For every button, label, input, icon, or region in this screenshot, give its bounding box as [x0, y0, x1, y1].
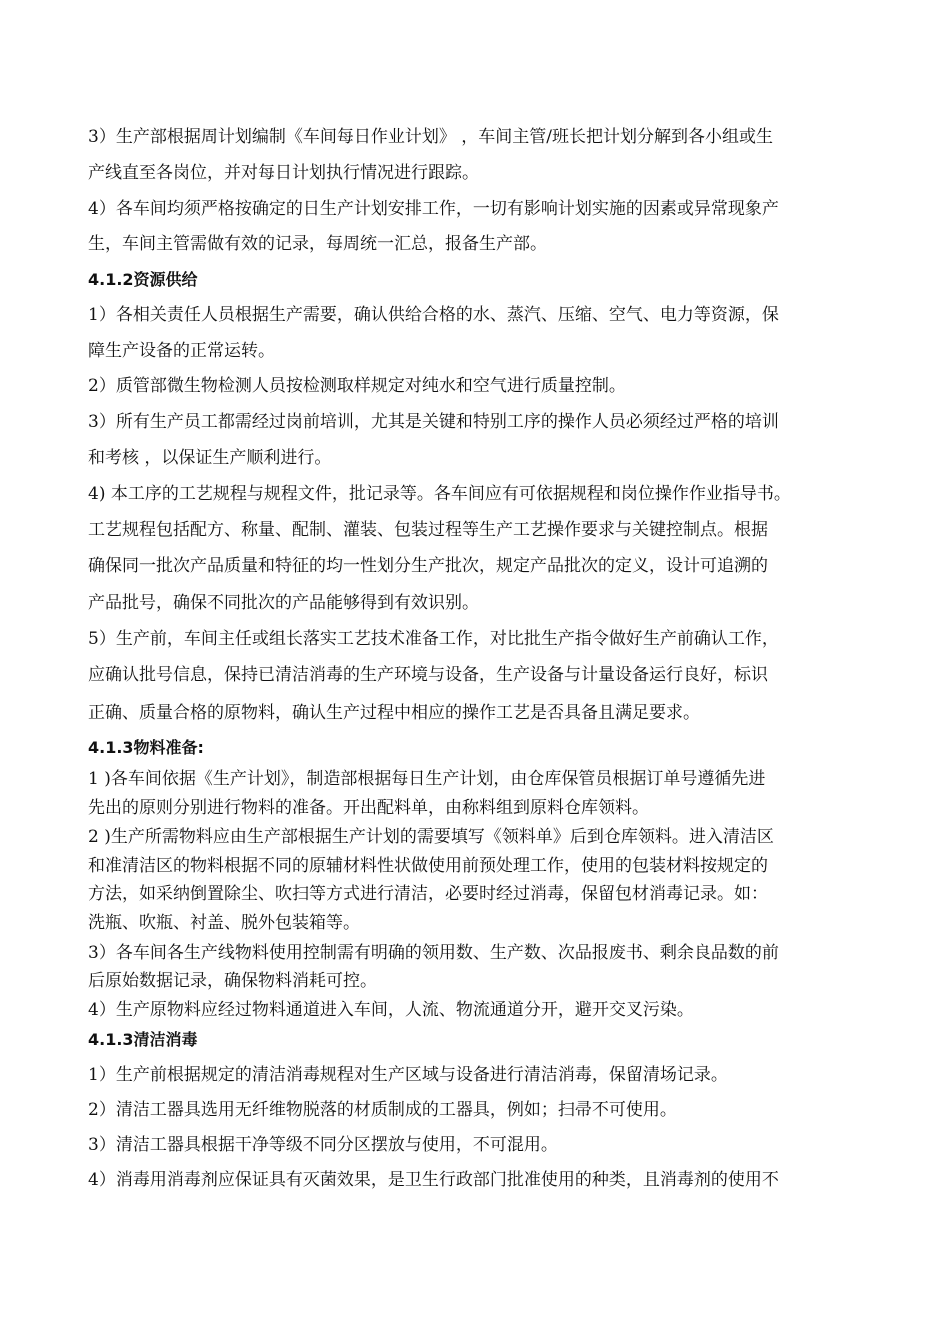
text-line: 3）所有生产员工都需经过岗前培训，尤其是关键和特别工序的操作人员必须经过严格的培训 [88, 412, 779, 432]
text-line: 方法，如采纳倒置除尘、吹扫等方式进行清洁，必要时经过消毒，保留包材消毒记录。如： [88, 884, 768, 904]
text-line: 4）生产原物料应经过物料通道进入车间，人流、物流通道分开，避开交叉污染。 [88, 1000, 694, 1020]
section-heading: 4.1.2资源供给 [88, 270, 198, 289]
section-heading: 4.1.3物料准备: [88, 738, 204, 757]
text-line: 和考核 ，以保证生产顺利进行。 [88, 448, 332, 468]
text-line: 2）清洁工器具选用无纤维物脱落的材质制成的工器具，例如；扫帚不可使用。 [88, 1100, 677, 1120]
text-line: 确保同一批次产品质量和特征的均一性划分生产批次，规定产品批次的定义，设计可追溯的 [88, 556, 768, 576]
text-line: 4）各车间均须严格按确定的日生产计划安排工作，一切有影响计划实施的因素或异常现象产 [88, 199, 779, 219]
text-line: 3）清洁工器具根据干净等级不同分区摆放与使用，不可混用。 [88, 1135, 558, 1155]
text-line: 应确认批号信息，保持已清洁消毒的生产环境与设备，生产设备与计量设备运行良好，标识 [88, 665, 768, 685]
text-line: 1）生产前根据规定的清洁消毒规程对生产区域与设备进行清洁消毒，保留清场记录。 [88, 1065, 728, 1085]
text-line: 2 )生产所需物料应由生产部根据生产计划的需要填写《领料单》后到仓库领料。进入清洁区 [88, 827, 774, 847]
text-line: 和准清洁区的物料根据不同的原辅材料性状做使用前预处理工作，使用的包装材料按规定的 [88, 856, 768, 876]
text-line: 正确、质量合格的原物料，确认生产过程中相应的操作工艺是否具备且满足要求。 [88, 703, 700, 723]
text-line: 3）各车间各生产线物料使用控制需有明确的领用数、生产数、次品报废书、剩余良品数的前 [88, 943, 779, 963]
text-line: 障生产设备的正常运转。 [88, 341, 275, 361]
text-line: 2）质管部微生物检测人员按检测取样规定对纯水和空气进行质量控制。 [88, 376, 626, 396]
text-line: 先出的原则分别进行物料的准备。开出配料单，由称料组到原料仓库领料。 [88, 798, 649, 818]
text-line: 洗瓶、吹瓶、衬盖、脱外包装箱等。 [88, 913, 360, 933]
text-line: 1）各相关责任人员根据生产需要，确认供给合格的水、蒸汽、压缩、空气、电力等资源，保 [88, 305, 779, 325]
text-line: 工艺规程包括配方、称量、配制、灌装、包装过程等生产工艺操作要求与关键控制点。根据 [88, 520, 768, 540]
text-line: 后原始数据记录，确保物料消耗可控。 [88, 971, 377, 991]
text-line: 生，车间主管需做有效的记录，每周统一汇总，报备生产部。 [88, 234, 547, 254]
text-line: 3）生产部根据周计划编制《车间每日作业计划》 ，车间主管/班长把计划分解到各小组或生 [88, 127, 773, 147]
section-heading: 4.1.3清洁消毒 [88, 1030, 198, 1049]
text-line: 5）生产前，车间主任或组长落实工艺技术准备工作，对比批生产指令做好生产前确认工作， [88, 629, 779, 649]
text-line: 产品批号，确保不同批次的产品能够得到有效识别。 [88, 593, 479, 613]
text-line: 4) 本工序的工艺规程与规程文件，批记录等。各车间应有可依据规程和岗位操作作业指导书。 [88, 484, 791, 504]
text-line: 产线直至各岗位，并对每日计划执行情况进行跟踪。 [88, 163, 479, 183]
text-line: 1 )各车间依据《生产计划》，制造部根据每日生产计划，由仓库保管员根据订单号遵循先进 [88, 769, 766, 789]
text-line: 4）消毒用消毒剂应保证具有灭菌效果，是卫生行政部门批准使用的种类，且消毒剂的使用不 [88, 1170, 779, 1190]
